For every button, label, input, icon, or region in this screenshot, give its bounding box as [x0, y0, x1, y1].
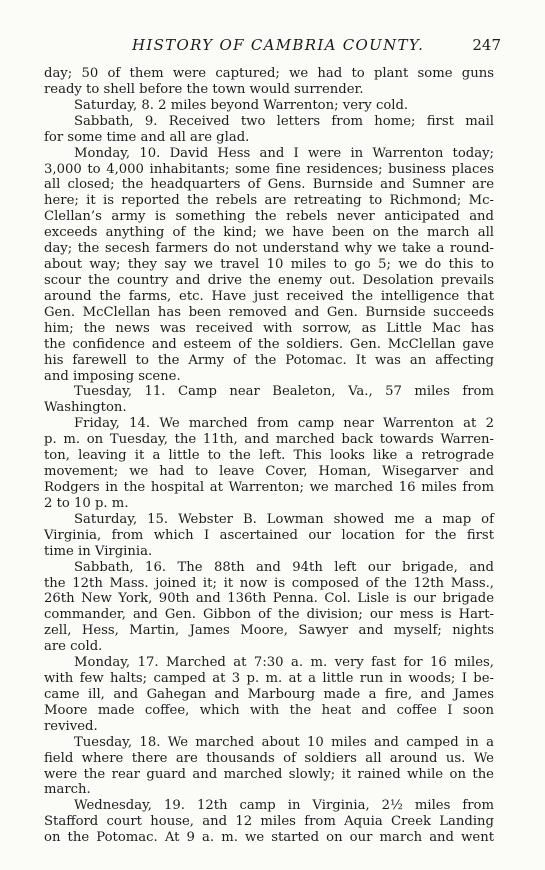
- text-line: commander, and Gen. Gibbon of the division; our mess is Hart-: [44, 607, 494, 623]
- text-line: were the rear guard and marched slowly; it rained while on the: [44, 766, 494, 782]
- text-line: all closed; the headquarters of Gens. Burnside and Sumner are: [44, 177, 494, 193]
- text-line: Washington.: [44, 400, 127, 416]
- text-line: revived.: [44, 718, 98, 734]
- text-line: 3,000 to 4,000 inhabitants; some fine residences; business places: [44, 161, 494, 177]
- text-line: field where there are thousands of soldiers all around us. We: [44, 750, 494, 766]
- page-number: 247: [472, 36, 501, 54]
- text-line: exceeds anything of the kind; we have been on the march all: [44, 225, 494, 241]
- text-line: Wednesday, 19. 12th camp in Virginia, 2½ miles from: [74, 798, 494, 814]
- text-line: him; the news was received with sorrow, as Little Mac has: [44, 320, 494, 336]
- text-line: p. m. on Tuesday, the 11th, and marched back towards Warren-: [44, 432, 494, 448]
- text-line: Virginia, from which I ascertained our location for the first: [44, 527, 494, 543]
- text-line: 26th New York, 90th and 136th Penna. Col. Lisle is our brigade: [44, 591, 494, 607]
- text-line: day; 50 of them were captured; we had to plant some guns: [44, 66, 494, 81]
- text-line: Monday, 17. Marched at 7:30 a. m. very fast for 16 miles,: [74, 655, 494, 671]
- text-line: march.: [44, 782, 91, 798]
- text-line: Gen. McClellan has been removed and Gen. Burnside succeeds: [44, 304, 494, 320]
- text-line: around the farms, etc. Have just received the intelligence that: [44, 288, 494, 304]
- text-line: Moore made coffee, which with the heat and coffee I soon: [44, 702, 494, 718]
- text-line: Saturday, 15. Webster B. Lowman showed me a map of: [74, 511, 494, 527]
- text-line: Sabbath, 9. Received two letters from home; first mail: [74, 113, 494, 129]
- text-line: 2 to 10 p. m.: [44, 495, 129, 511]
- text-line: Stafford court house, and 12 miles from Aquia Creek Landing: [44, 814, 494, 830]
- text-line: scour the country and drive the enemy out. Desolation prevails: [44, 272, 494, 288]
- text-line: his farewell to the Army of the Potomac. It was an affecting: [44, 352, 494, 368]
- body-text: [44, 66, 494, 846]
- text-line: ton, leaving it a little to the left. This looks like a retrograde: [44, 448, 494, 464]
- text-line: Friday, 14. We marched from camp near Warrenton at 2: [74, 416, 494, 432]
- text-line: movement; we had to leave Cover, Homan, Wisegarver and: [44, 464, 494, 480]
- text-line: Sabbath, 16. The 88th and 94th left our brigade, and: [74, 559, 494, 575]
- text-line: ready to shell before the town would surrender.: [44, 81, 364, 97]
- page-header: [44, 36, 501, 60]
- text-line: Saturday, 8. 2 miles beyond Warrenton; very cold.: [74, 97, 409, 113]
- text-line: Monday, 10. David Hess and I were in Warrenton today;: [74, 145, 494, 161]
- text-line: Tuesday, 18. We marched about 10 miles and camped in a: [74, 734, 494, 750]
- text-line: with few halts; camped at 3 p. m. at a little run in woods; I be-: [44, 671, 494, 687]
- text-line: about way; they say we travel 10 miles to go 5; we do this to: [44, 257, 494, 273]
- text-line: came ill, and Gahegan and Marbourg made a fire, and James: [44, 686, 494, 702]
- text-line: Tuesday, 11. Camp near Bealeton, Va., 57 miles from: [74, 384, 494, 400]
- text-line: Rodgers in the hospital at Warrenton; we marched 16 miles from: [44, 479, 494, 495]
- text-line: are cold.: [44, 639, 103, 655]
- text-line: the confidence and esteem of the soldiers. Gen. McClellan gave: [44, 336, 494, 352]
- running-title: HISTORY OF CAMBRIA COUNTY.: [132, 36, 425, 54]
- text-line: for some time and all are glad.: [44, 129, 250, 145]
- text-line: Clellan’s army is something the rebels never anticipated and: [44, 209, 494, 225]
- text-line: zell, Hess, Martin, James Moore, Sawyer and myself; nights: [44, 623, 494, 639]
- text-line: and imposing scene.: [44, 368, 181, 384]
- text-line: day; the secesh farmers do not understand why we take a round-: [44, 241, 494, 257]
- text-line: time in Virginia.: [44, 543, 153, 559]
- text-line: the 12th Mass. joined it; it now is composed of the 12th Mass.,: [44, 575, 494, 591]
- text-line: here; it is reported the rebels are retreating to Richmond; Mc-: [44, 193, 494, 209]
- text-line: on the Potomac. At 9 a. m. we started on our march and went: [44, 830, 494, 846]
